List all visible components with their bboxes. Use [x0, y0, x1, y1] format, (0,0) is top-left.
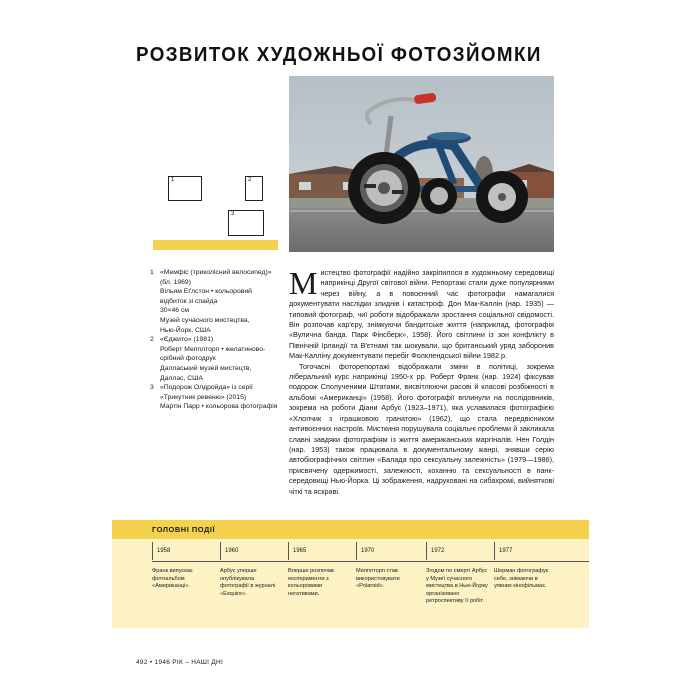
diagram-label-2: 2	[248, 177, 252, 183]
event-year: 1960	[220, 542, 282, 560]
tricycle-photo	[289, 76, 554, 252]
event-year: 1965	[288, 542, 350, 560]
drop-cap: М	[289, 265, 318, 301]
caption-line: срібний фотодрук	[160, 355, 216, 363]
caption-3	[150, 383, 285, 412]
caption-line: Вільям Еґлстон • кольоровий	[160, 288, 252, 296]
event-year: 1958	[152, 542, 214, 560]
page-title: РОЗВИТОК ХУДОЖНЬОЇ ФОТОЗЙОМКИ	[136, 44, 542, 66]
timeline-event	[288, 542, 350, 598]
key-events-heading: ГОЛОВНІ ПОДІЇ	[152, 525, 216, 534]
event-text: Шерман фотографує себе, знімаючи в уявних кінофільмах.	[494, 568, 549, 590]
caption-accent-bar	[153, 240, 278, 250]
paragraph-1-text: истецтво фотографії надійно закріпилося в художньому середовищі наприкінці Другої світової війни. Репортажі стали дуже популярними через війну, а в повоєнний час фотографи намагалися документувати наслідки злиднів і катастроф. Дон Мак-Каллін (нар. 1935) — типовий фотограф, чиї роботи відображали зростання соціальної свідомості. Він розпочав кар'єру, знімкуючи бандитське життя (наприклад, фотографія «Вулична банда. Парк Фінсберк», 1958). Його світлини із зон конфлікту в Північній Ірландії та В'єтнамі так шокували, що британський уряд заборонив Мак-Калліну документувати перебіг Фолклендської війни 1982 р.	[289, 268, 554, 361]
caption-line: Далласький музей мистецтв,	[160, 364, 252, 372]
event-text: Вперше розпочав експерименти з кольоровими негативами.	[288, 568, 334, 597]
event-year: 1977	[494, 542, 556, 560]
timeline-event	[426, 542, 488, 606]
caption-line: Нью-Йорк, США	[160, 326, 211, 334]
key-events-timeline	[112, 520, 589, 628]
caption-line: «Мемфіс (триколісний велосипед)»	[160, 269, 272, 276]
event-text: Арбус уперше опублікувала фотографії в журналі «Esquire».	[220, 568, 276, 597]
timeline-event	[220, 542, 282, 598]
caption-line: відбиток зі спайда	[160, 297, 218, 305]
article-body	[289, 265, 554, 497]
paragraph-1	[289, 265, 554, 362]
caption-number: 1	[150, 269, 154, 276]
photo-illustration	[289, 76, 554, 252]
event-text: Згодом по смерті Арбус у Музеї сучасного мистецтва в Нью-Йорку організовано ретроспективу її робіт.	[426, 568, 488, 605]
caption-number: 2	[150, 336, 154, 344]
caption-line: 30×46 см	[160, 307, 190, 315]
caption-line: Роберт Мепплторп • желатиново-	[160, 345, 266, 353]
caption-line: (бл. 1969)	[160, 278, 191, 286]
event-year: 1970	[356, 542, 418, 560]
timeline-event	[494, 542, 556, 591]
key-events-header	[112, 520, 589, 539]
caption-line: «Подорож Олдройда» із серії	[160, 384, 253, 392]
caption-line: Музей сучасного мистецтва,	[160, 316, 250, 324]
caption-1	[150, 268, 285, 335]
diagram-box-1	[168, 176, 202, 201]
diagram-label-1: 1	[171, 177, 175, 183]
caption-2	[150, 335, 285, 383]
event-text: Мепплторп став використовувати «Polaroid».	[356, 568, 400, 590]
diagram-box-3	[228, 210, 264, 236]
caption-line: Мартін Парр • кольорова фотографія	[160, 403, 278, 411]
diagram-box-2	[245, 176, 263, 201]
timeline-event	[152, 542, 214, 591]
paragraph-2: Тогочасні фоторепортажі відображали зміни в політиці, зокрема ліберальний курс наприкінці 1950-х рр. Роберт Франк (нар. 1924) фіксував подорож Сполученими Штатами, висвітлюючи расові й класові розбіжності в альбомі «Американці» (1958). Його фотографії вплинули на послідовників, зокрема на роботи Діани Арбус (1923–1971), яка уславилася фотографією «Хлопчик з іграшковою гранатою» (1962), що стала передвісником антивоєнних настроїв. Мисткиня порушувала соціальні проблеми й закликала славні завдяки фотографіям із життя американських маргіналів. Нен Голдін (нар. 1953) також працювала в документальному жанрі, знявши серію автобіографічних світлин «Балада про сексуальну залежність» (1979—1986), присвячену одержимості, залежності, коханню та сексуальності в панк-середовищі Нью-Йорка. Ці зображення, надруковані на сибахромі, вийняткові чіткі та яскраві.	[289, 361, 554, 496]
event-year: 1972	[426, 542, 488, 560]
caption-number: 3	[150, 384, 154, 392]
diagram-label-3: 3	[231, 211, 235, 217]
captions	[150, 268, 285, 412]
page-footer: 492 • 1946 РІК – НАШІ ДНІ	[136, 659, 224, 666]
caption-line: Даллас, США	[160, 374, 203, 382]
caption-line: «Трикутник ревеню» (2015)	[160, 393, 247, 401]
timeline-event	[356, 542, 418, 591]
event-text: Франк випускає фотоальбом «Американці».	[152, 568, 193, 590]
caption-line: «Єджито» (1981)	[160, 336, 214, 344]
